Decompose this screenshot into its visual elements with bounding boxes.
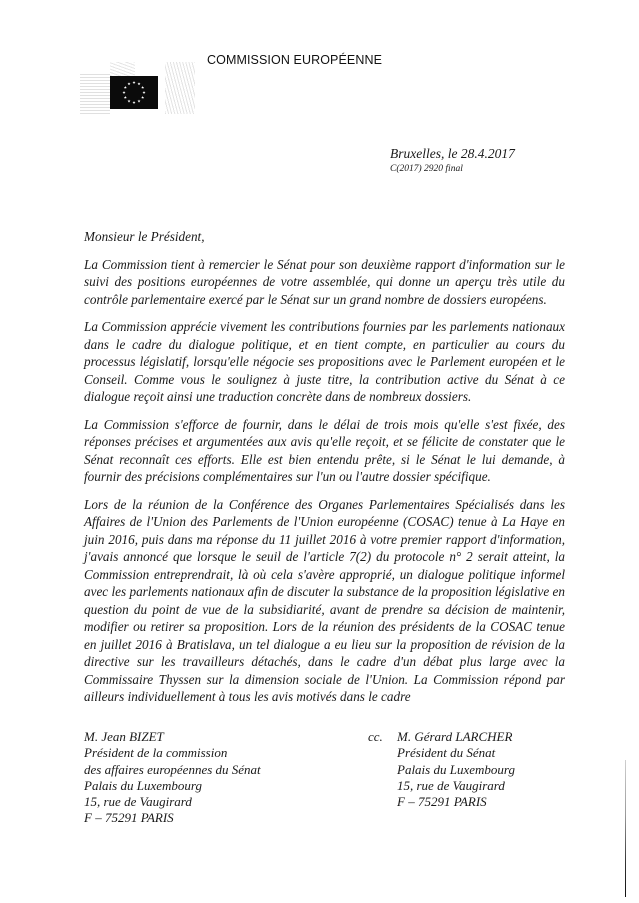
address-line: Palais du Luxembourg: [84, 777, 202, 793]
paragraph: La Commission apprécie vivement les contributions fournies par les parlements nationaux dans le cadre du dialogue politique, et en tient compte, en particulier au cours du processus législatif, lorsqu'elle négocie ses propositions avec le Parlement européen et le Conseil. Comme vous le soulignez à juste titre, la contribution active du Sénat à ce dialogue reçoit ainsi une traduction concrète dans de nombreux dossiers.: [84, 319, 565, 404]
star-icon: [124, 96, 127, 99]
address-line: des affaires européennes du Sénat: [84, 761, 261, 777]
address-line: Palais du Luxembourg: [397, 761, 515, 777]
address-line: F – 75291 PARIS: [397, 794, 487, 810]
document-reference: C(2017) 2920 final: [390, 164, 463, 174]
star-icon: [142, 91, 145, 94]
letter-body: [84, 228, 565, 716]
star-icon: [141, 86, 144, 89]
recipient-address: [84, 729, 261, 827]
paragraph: La Commission s'efforce de fournir, dans le délai de trois mois qu'elle s'est fixée, des réponses précises et argumentées aux avis qu'elle reçoit, et se félicite de constater que le Sénat reconnaît ces efforts. Elle est bien entendu prête, si le Sénat le lui demande, à fournir des précisions complémentaires sur l'un ou l'autre dossier spécifique.: [84, 416, 565, 484]
address-line: 15, rue de Vaugirard: [397, 777, 505, 793]
star-icon: [124, 86, 127, 89]
eu-stars-icon: [110, 76, 158, 109]
address-line: Président de la commission: [84, 745, 228, 761]
address-line: 15, rue de Vaugirard: [84, 794, 192, 810]
address-line: M. Jean BIZET: [84, 729, 164, 744]
star-icon: [127, 82, 130, 85]
address-line: Président du Sénat: [397, 745, 496, 761]
star-icon: [141, 96, 144, 99]
cc-label: cc.: [368, 729, 383, 744]
address-line: F – 75291 PARIS: [84, 810, 174, 826]
scan-edge-line: [625, 760, 626, 897]
star-icon: [132, 81, 135, 84]
letter-date: Bruxelles, le 28.4.2017: [390, 146, 515, 161]
star-icon: [137, 100, 140, 103]
star-icon: [137, 82, 140, 85]
logo-hatching-top: [110, 62, 135, 76]
logo-hatching-left: [80, 74, 110, 114]
star-icon: [122, 91, 125, 94]
logo-hatching-right: [165, 62, 195, 114]
cc-address: [397, 729, 515, 810]
date-block: [390, 146, 515, 175]
paragraph: Lors de la réunion de la Conférence des Organes Parlementaires Spécialisés dans les Affaires de l'Union des Parlements de l'Union européenne (COSAC) tenue à La Haye en juin 2016, puis dans ma réponse du 11 juillet 2016 à votre premier rapport d'information, j'avais annoncé que lorsque le seuil de l'article 7(2) du protocole n° 2 serait atteint, la Commission entreprendrait, là où cela s'avère approprié, un dialogue politique informel avec les parlements nationaux afin de discuter la substance de la proposition législative en question du point de vue de la subsidiarité, avant de prendre sa décision de maintenir, modifier ou retirer sa proposition. Lors de la réunion des présidents de la COSAC tenue en juillet 2016 à Bratislava, un tel dialogue a eu lieu sur la proposition de révision de la directive sur les travailleurs détachés, dans le cadre d'un débat plus large avec la Commissaire Thyssen sur la dimension sociale de l'Union. La Commission répond par ailleurs individuellement à tous les avis motivés dans le cadre: [84, 496, 565, 704]
address-line: M. Gérard LARCHER: [397, 729, 513, 744]
salutation: Monsieur le Président,: [84, 229, 205, 244]
paragraph: La Commission tient à remercier le Sénat pour son deuxième rapport d'information sur le suivi des positions européennes de votre assemblée, qui donne un aperçu très utile du contrôle parlementaire exercé par le Sénat sur un grand nombre de dossiers européens.: [84, 256, 565, 307]
eu-flag-icon: [110, 76, 158, 109]
star-icon: [132, 101, 135, 104]
star-icon: [127, 100, 130, 103]
commission-logo: [80, 62, 190, 122]
organization-title: COMMISSION EUROPÉENNE: [207, 53, 383, 67]
